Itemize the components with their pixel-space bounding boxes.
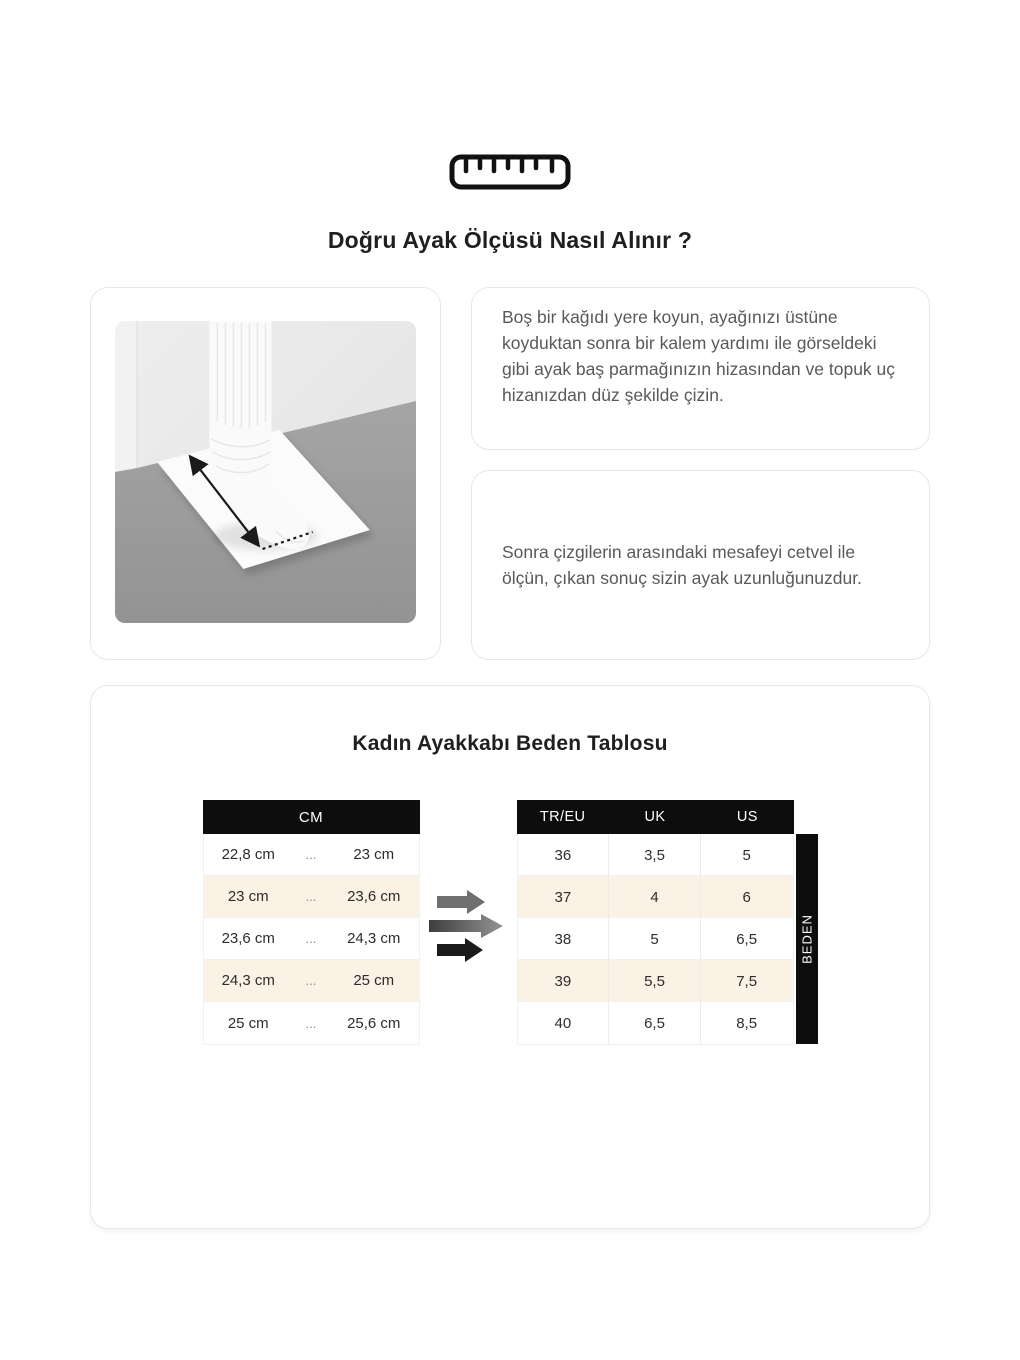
table-row xyxy=(518,876,793,918)
size-us: 5 xyxy=(742,846,751,864)
range-dots: ... xyxy=(305,973,317,988)
foot-photo-card xyxy=(90,287,441,660)
measurement-section xyxy=(0,287,1020,660)
size-uk: 5,5 xyxy=(609,960,701,1002)
table-row xyxy=(518,1002,793,1044)
table-row xyxy=(204,960,419,1002)
instruction-step-1 xyxy=(471,287,930,450)
table-row xyxy=(518,834,793,876)
size-us: 8,5 xyxy=(736,1014,758,1032)
instruction-column xyxy=(471,287,930,660)
instruction-step-1-text: Boş bir kağıdı yere koyun, ayağınızı üstüne koyduktan sonra bir kalem yardımı ile görseldeki gibi ayak baş parmağınızın hizasından ve topuk uç hizanızdan düz şekilde çizin. xyxy=(502,307,896,405)
table-row xyxy=(204,834,419,876)
size-tr-eu: 39 xyxy=(518,960,610,1002)
size-table-body xyxy=(517,834,794,1045)
cm-max: 24,3 cm xyxy=(347,930,401,947)
cm-max: 23 cm xyxy=(353,846,395,863)
size-chart-card xyxy=(90,685,930,1229)
size-us: 6 xyxy=(742,888,751,906)
size-tr-eu: 36 xyxy=(518,834,610,876)
cm-min: 25 cm xyxy=(227,1014,269,1032)
range-dots: ... xyxy=(305,931,317,946)
cm-max: 23,6 cm xyxy=(347,888,401,905)
size-uk: 5 xyxy=(609,918,701,960)
size-us: 6,5 xyxy=(736,930,758,948)
size-tr-eu: 37 xyxy=(518,876,610,918)
guide-header xyxy=(0,0,1020,254)
table-row xyxy=(204,876,419,918)
header-uk: UK xyxy=(644,809,666,825)
range-dots: ... xyxy=(305,847,317,862)
size-conversion-table xyxy=(517,800,794,1045)
cm-min: 22,8 cm xyxy=(221,846,275,863)
size-table-header xyxy=(517,800,794,834)
instruction-step-2 xyxy=(471,470,930,660)
cm-max: 25 cm xyxy=(353,972,395,989)
beden-side-label xyxy=(796,834,818,1044)
page-title: Doğru Ayak Ölçüsü Nasıl Alınır ? xyxy=(327,227,693,253)
header-tr-eu: TR/EU xyxy=(539,809,586,825)
cm-max: 25,6 cm xyxy=(347,1014,401,1032)
beden-label-text: BEDEN xyxy=(799,914,814,964)
ruler-icon xyxy=(449,154,571,190)
table-row xyxy=(204,918,419,960)
size-us: 7,5 xyxy=(736,972,758,990)
size-tr-eu: 40 xyxy=(518,1002,610,1044)
conversion-arrows-icon xyxy=(420,800,517,966)
size-uk: 6,5 xyxy=(609,1002,701,1044)
size-chart-tables xyxy=(91,800,929,1045)
cm-table-body xyxy=(203,834,420,1045)
instruction-step-2-text: Sonra çizgilerin arasındaki mesafeyi cetvel ile ölçün, çıkan sonuç sizin ayak uzunluğunuzdur. xyxy=(502,542,862,588)
cm-min: 24,3 cm xyxy=(221,972,275,989)
cm-table xyxy=(203,800,420,1045)
foot-measurement-illustration xyxy=(115,321,416,623)
table-row xyxy=(518,960,793,1002)
size-uk: 3,5 xyxy=(609,834,701,876)
cm-min: 23,6 cm xyxy=(221,930,275,947)
table-row xyxy=(204,1002,419,1044)
header-us: US xyxy=(736,809,758,825)
range-dots: ... xyxy=(305,889,317,904)
cm-min: 23 cm xyxy=(227,888,269,905)
range-dots: ... xyxy=(305,1015,317,1031)
size-uk: 4 xyxy=(609,876,701,918)
cm-table-header: CM xyxy=(203,800,420,834)
size-chart-title: Kadın Ayakkabı Beden Tablosu xyxy=(352,732,668,755)
table-row xyxy=(518,918,793,960)
size-tr-eu: 38 xyxy=(518,918,610,960)
